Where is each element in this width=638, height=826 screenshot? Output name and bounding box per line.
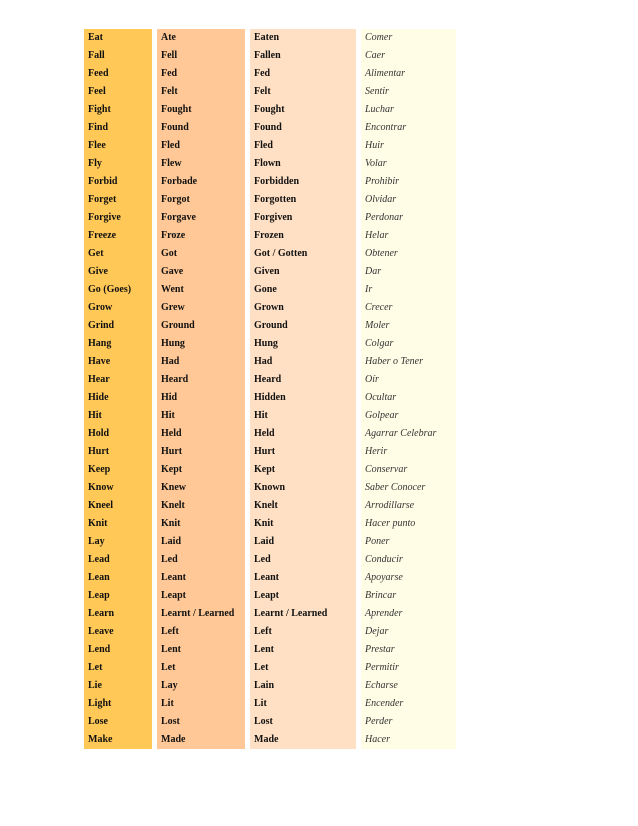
table-row: [84, 173, 456, 191]
past-participle-cell: Kept: [250, 461, 356, 479]
base-form-cell: Have: [84, 353, 152, 371]
spanish-translation-cell: Echarse: [361, 677, 456, 695]
table-row: [84, 353, 456, 371]
past-simple-cell: Lay: [157, 677, 245, 695]
table-row: [84, 605, 456, 623]
table-row: [84, 191, 456, 209]
past-participle-cell: Found: [250, 119, 356, 137]
past-participle-cell: Made: [250, 731, 356, 749]
spanish-translation-cell: Sentir: [361, 83, 456, 101]
past-simple-cell: Left: [157, 623, 245, 641]
table-row: [84, 101, 456, 119]
past-participle-cell: Known: [250, 479, 356, 497]
base-form-cell: Go (Goes): [84, 281, 152, 299]
base-form-cell: Fly: [84, 155, 152, 173]
table-row: [84, 29, 456, 47]
spanish-translation-cell: Agarrar Celebrar: [361, 425, 456, 443]
table-row: [84, 317, 456, 335]
past-participle-cell: Hung: [250, 335, 356, 353]
spanish-translation-cell: Haber o Tener: [361, 353, 456, 371]
spanish-translation-cell: Huir: [361, 137, 456, 155]
table-row: [84, 263, 456, 281]
spanish-translation-cell: Brincar: [361, 587, 456, 605]
table-row: [84, 587, 456, 605]
past-simple-cell: Learnt / Learned: [157, 605, 245, 623]
past-participle-cell: Learnt / Learned: [250, 605, 356, 623]
table-row: [84, 641, 456, 659]
spanish-translation-cell: Poner: [361, 533, 456, 551]
table-row: [84, 65, 456, 83]
past-participle-cell: Eaten: [250, 29, 356, 47]
past-simple-cell: Froze: [157, 227, 245, 245]
spanish-translation-cell: Volar: [361, 155, 456, 173]
base-form-cell: Feel: [84, 83, 152, 101]
base-form-cell: Lay: [84, 533, 152, 551]
base-form-cell: Forget: [84, 191, 152, 209]
table-row: [84, 371, 456, 389]
base-form-cell: Light: [84, 695, 152, 713]
table-row: [84, 155, 456, 173]
table-row: [84, 83, 456, 101]
past-simple-cell: Forbade: [157, 173, 245, 191]
base-form-cell: Hit: [84, 407, 152, 425]
spanish-translation-cell: Oír: [361, 371, 456, 389]
spanish-translation-cell: Herir: [361, 443, 456, 461]
base-form-cell: Hold: [84, 425, 152, 443]
table-row: [84, 335, 456, 353]
table-row: [84, 245, 456, 263]
irregular-verbs-table: [84, 29, 456, 749]
spanish-translation-cell: Obtener: [361, 245, 456, 263]
past-participle-cell: Lit: [250, 695, 356, 713]
past-participle-cell: Forgotten: [250, 191, 356, 209]
past-participle-cell: Fled: [250, 137, 356, 155]
past-simple-cell: Fled: [157, 137, 245, 155]
past-simple-cell: Knelt: [157, 497, 245, 515]
spanish-translation-cell: Arrodillarse: [361, 497, 456, 515]
base-form-cell: Kneel: [84, 497, 152, 515]
past-simple-cell: Hid: [157, 389, 245, 407]
past-participle-cell: Leapt: [250, 587, 356, 605]
table-row: [84, 119, 456, 137]
past-participle-cell: Fallen: [250, 47, 356, 65]
base-form-cell: Hide: [84, 389, 152, 407]
table-row: [84, 425, 456, 443]
table-row: [84, 677, 456, 695]
past-participle-cell: Fought: [250, 101, 356, 119]
past-participle-cell: Gone: [250, 281, 356, 299]
base-form-cell: Make: [84, 731, 152, 749]
past-participle-cell: Leant: [250, 569, 356, 587]
past-simple-cell: Hurt: [157, 443, 245, 461]
base-form-cell: Eat: [84, 29, 152, 47]
base-form-cell: Let: [84, 659, 152, 677]
past-participle-cell: Felt: [250, 83, 356, 101]
past-simple-cell: Found: [157, 119, 245, 137]
table-row: [84, 497, 456, 515]
past-participle-cell: Lain: [250, 677, 356, 695]
table-row: [84, 623, 456, 641]
past-simple-cell: Led: [157, 551, 245, 569]
base-form-cell: Get: [84, 245, 152, 263]
past-simple-cell: Kept: [157, 461, 245, 479]
spanish-translation-cell: Crecer: [361, 299, 456, 317]
past-simple-cell: Got: [157, 245, 245, 263]
spanish-translation-cell: Perdonar: [361, 209, 456, 227]
base-form-cell: Lend: [84, 641, 152, 659]
table-row: [84, 695, 456, 713]
base-form-cell: Fall: [84, 47, 152, 65]
past-participle-cell: Let: [250, 659, 356, 677]
base-form-cell: Knit: [84, 515, 152, 533]
past-participle-cell: Fed: [250, 65, 356, 83]
base-form-cell: Leap: [84, 587, 152, 605]
spanish-translation-cell: Conducir: [361, 551, 456, 569]
spanish-translation-cell: Alimentar: [361, 65, 456, 83]
base-form-cell: Grind: [84, 317, 152, 335]
past-simple-cell: Leapt: [157, 587, 245, 605]
spanish-translation-cell: Hacer: [361, 731, 456, 749]
table-row: [84, 731, 456, 749]
table-row: [84, 227, 456, 245]
spanish-translation-cell: Prestar: [361, 641, 456, 659]
spanish-translation-cell: Caer: [361, 47, 456, 65]
base-form-cell: Give: [84, 263, 152, 281]
base-form-cell: Keep: [84, 461, 152, 479]
past-participle-cell: Lent: [250, 641, 356, 659]
spanish-translation-cell: Colgar: [361, 335, 456, 353]
spanish-translation-cell: Helar: [361, 227, 456, 245]
table-row: [84, 389, 456, 407]
spanish-translation-cell: Aprender: [361, 605, 456, 623]
base-form-cell: Forgive: [84, 209, 152, 227]
spanish-translation-cell: Conservar: [361, 461, 456, 479]
spanish-translation-cell: Permitir: [361, 659, 456, 677]
past-simple-cell: Went: [157, 281, 245, 299]
base-form-cell: Lead: [84, 551, 152, 569]
past-simple-cell: Lit: [157, 695, 245, 713]
past-simple-cell: Fell: [157, 47, 245, 65]
past-participle-cell: Held: [250, 425, 356, 443]
table-row: [84, 299, 456, 317]
base-form-cell: Lie: [84, 677, 152, 695]
table-row: [84, 281, 456, 299]
table-row: [84, 137, 456, 155]
base-form-cell: Hang: [84, 335, 152, 353]
base-form-cell: Forbid: [84, 173, 152, 191]
base-form-cell: Lean: [84, 569, 152, 587]
past-participle-cell: Ground: [250, 317, 356, 335]
spanish-translation-cell: Prohibir: [361, 173, 456, 191]
spanish-translation-cell: Moler: [361, 317, 456, 335]
base-form-cell: Know: [84, 479, 152, 497]
past-participle-cell: Left: [250, 623, 356, 641]
past-simple-cell: Ground: [157, 317, 245, 335]
spanish-translation-cell: Perder: [361, 713, 456, 731]
base-form-cell: Hear: [84, 371, 152, 389]
base-form-cell: Hurt: [84, 443, 152, 461]
past-simple-cell: Hung: [157, 335, 245, 353]
past-participle-cell: Led: [250, 551, 356, 569]
past-simple-cell: Knit: [157, 515, 245, 533]
table-row: [84, 533, 456, 551]
base-form-cell: Learn: [84, 605, 152, 623]
table-row: [84, 479, 456, 497]
table-row: [84, 461, 456, 479]
past-participle-cell: Hidden: [250, 389, 356, 407]
table-row: [84, 551, 456, 569]
verb-table-body: [84, 29, 456, 749]
base-form-cell: Freeze: [84, 227, 152, 245]
past-simple-cell: Laid: [157, 533, 245, 551]
past-participle-cell: Had: [250, 353, 356, 371]
past-simple-cell: Lost: [157, 713, 245, 731]
past-participle-cell: Flown: [250, 155, 356, 173]
spanish-translation-cell: Ocultar: [361, 389, 456, 407]
table-row: [84, 209, 456, 227]
past-simple-cell: Flew: [157, 155, 245, 173]
past-simple-cell: Had: [157, 353, 245, 371]
base-form-cell: Feed: [84, 65, 152, 83]
table-row: [84, 407, 456, 425]
past-simple-cell: Felt: [157, 83, 245, 101]
base-form-cell: Lose: [84, 713, 152, 731]
past-simple-cell: Grew: [157, 299, 245, 317]
past-participle-cell: Frozen: [250, 227, 356, 245]
base-form-cell: Find: [84, 119, 152, 137]
spanish-translation-cell: Hacer punto: [361, 515, 456, 533]
past-simple-cell: Fed: [157, 65, 245, 83]
past-simple-cell: Forgot: [157, 191, 245, 209]
spanish-translation-cell: Luchar: [361, 101, 456, 119]
spanish-translation-cell: Dejar: [361, 623, 456, 641]
spanish-translation-cell: Encender: [361, 695, 456, 713]
past-simple-cell: Gave: [157, 263, 245, 281]
past-participle-cell: Forgiven: [250, 209, 356, 227]
past-simple-cell: Held: [157, 425, 245, 443]
past-participle-cell: Knit: [250, 515, 356, 533]
past-participle-cell: Hit: [250, 407, 356, 425]
past-participle-cell: Grown: [250, 299, 356, 317]
past-participle-cell: Laid: [250, 533, 356, 551]
table-row: [84, 713, 456, 731]
past-simple-cell: Let: [157, 659, 245, 677]
past-simple-cell: Made: [157, 731, 245, 749]
past-participle-cell: Hurt: [250, 443, 356, 461]
past-simple-cell: Forgave: [157, 209, 245, 227]
past-participle-cell: Knelt: [250, 497, 356, 515]
past-simple-cell: Knew: [157, 479, 245, 497]
past-participle-cell: Lost: [250, 713, 356, 731]
table-row: [84, 659, 456, 677]
past-simple-cell: Hit: [157, 407, 245, 425]
past-participle-cell: Forbidden: [250, 173, 356, 191]
spanish-translation-cell: Encontrar: [361, 119, 456, 137]
past-simple-cell: Fought: [157, 101, 245, 119]
base-form-cell: Flee: [84, 137, 152, 155]
past-simple-cell: Ate: [157, 29, 245, 47]
past-participle-cell: Heard: [250, 371, 356, 389]
past-simple-cell: Heard: [157, 371, 245, 389]
past-simple-cell: Leant: [157, 569, 245, 587]
past-simple-cell: Lent: [157, 641, 245, 659]
spanish-translation-cell: Saber Conocer: [361, 479, 456, 497]
table-row: [84, 47, 456, 65]
spanish-translation-cell: Golpear: [361, 407, 456, 425]
past-participle-cell: Given: [250, 263, 356, 281]
base-form-cell: Grow: [84, 299, 152, 317]
spanish-translation-cell: Comer: [361, 29, 456, 47]
table-row: [84, 515, 456, 533]
table-row: [84, 569, 456, 587]
spanish-translation-cell: Ir: [361, 281, 456, 299]
base-form-cell: Fight: [84, 101, 152, 119]
base-form-cell: Leave: [84, 623, 152, 641]
spanish-translation-cell: Dar: [361, 263, 456, 281]
spanish-translation-cell: Apoyarse: [361, 569, 456, 587]
table-row: [84, 443, 456, 461]
past-participle-cell: Got / Gotten: [250, 245, 356, 263]
spanish-translation-cell: Olvidar: [361, 191, 456, 209]
